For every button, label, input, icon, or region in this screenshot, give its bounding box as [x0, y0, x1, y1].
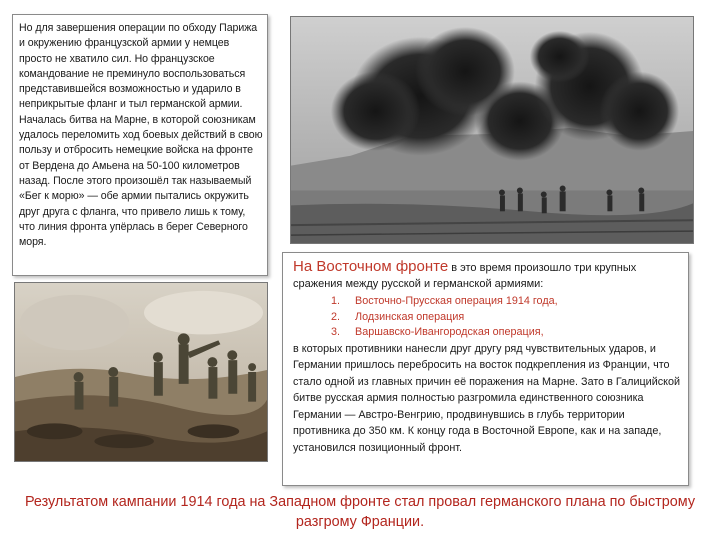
battle-photo: [290, 16, 694, 244]
eastern-front-box: [282, 252, 689, 486]
operation-text: Лодзинская операция: [355, 310, 465, 323]
operation-item: [293, 294, 680, 310]
operation-text: Варшавско-Ивангородская операция,: [355, 326, 544, 338]
marne-paragraph: Но для завершения операции по обходу Парижа и окружению французской армии у немцев просто не хватило сил. Но французское командование не преминуло воспользоваться представившейся возможностью и ударило в неприкрытые фланг и тыл германской армии. Началась битва на Марне, в которой союзникам удалось переломить ход боевых действий в свою пользу и отбросить немецкие войска на фронте от Вердена до Амьена на 50-100 километров назад. После этого произошёл так называемый «Бег к морю» — обе армии пытались окружить друг друга с фланга, что привело лишь к тому, что линия фронта упёрлась в берег Северного моря.: [19, 22, 263, 249]
battle-photo-image: [291, 17, 693, 243]
battle-painting-image: [15, 283, 267, 461]
operation-number: 1.: [331, 295, 341, 307]
eastern-front-heading: [293, 259, 680, 292]
eastern-front-body: в которых противники нанесли друг другу ряд чувствительных ударов, и Германии пришлось перебросить на восток подкрепления из Франции, что стало одной из главных причин её поражения на Марне. Зато в Галицийской битве русская армия полностью разгромила единственного союзника Германии — Австро-Венгрию, продвинувшись в глубь территории противника до 350 км. К концу года в Восточной Европе, как и на западе, установился позиционный фронт.: [293, 342, 681, 455]
conclusion-text: Результатом кампании 1914 года на Западном фронте стал провал германского плана по быстрому разгрому Франции.: [24, 494, 696, 530]
left-text-box: [12, 14, 268, 276]
operation-number: 2.: [331, 310, 341, 323]
operations-list: [293, 294, 680, 341]
operation-item: [293, 325, 680, 341]
operation-text: Восточно-Прусская операция 1914 года,: [355, 295, 558, 307]
operation-item: [293, 310, 680, 326]
eastern-front-title: На Восточном фронте: [293, 258, 449, 275]
eastern-front-intro: в это время произошло три крупных сражения между русской и германской армиями:: [293, 262, 637, 290]
battle-painting: [14, 282, 268, 462]
operation-number: 3.: [331, 326, 341, 338]
